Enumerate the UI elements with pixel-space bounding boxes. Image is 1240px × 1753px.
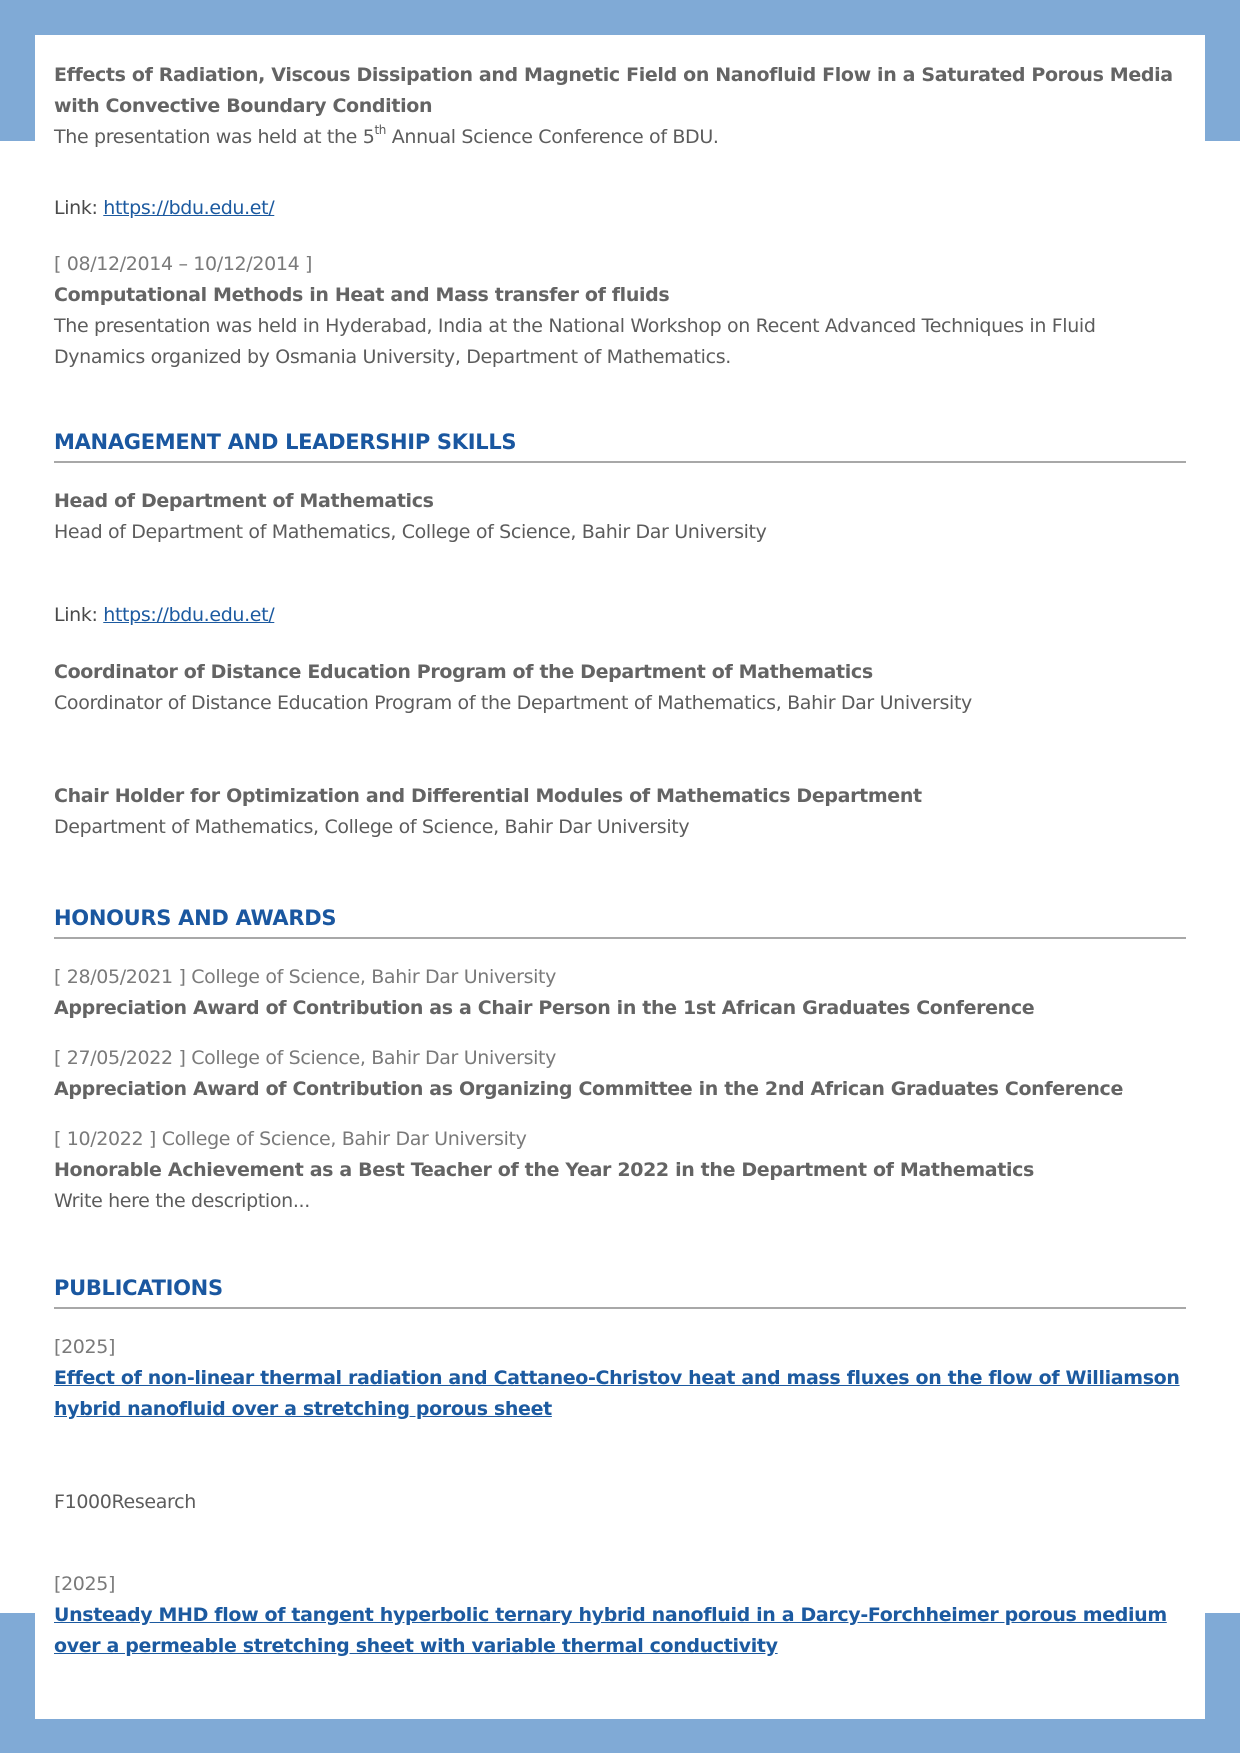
publication-item [54,1569,1186,1662]
management-item [54,781,1186,843]
management-title: Chair Holder for Optimization and Differential Modules of Mathematics Department [54,785,922,807]
page-frame-left-bottom [0,1613,35,1753]
page-frame-left-top [0,0,35,141]
conference-entry [54,249,1186,373]
conference-entry [54,60,1186,224]
publication-journal: F1000Research [54,1491,196,1513]
award-description: Write here the description... [54,1190,310,1212]
management-title: Coordinator of Distance Education Program of the Department of Mathematics [54,661,873,683]
management-item [54,486,1186,631]
publication-year: [2025] [54,1336,116,1358]
conference-description: The presentation was held in Hyderabad, India at the National Workshop on Recent Advanced Techniques in Fluid Dynamics organized by Osmania University, Department of Mathematics. [54,315,1096,368]
award-date-org: [ 28/05/2021 ] College of Science, Bahir Dar University [54,966,557,988]
award-date-org: [ 27/05/2022 ] College of Science, Bahir Dar University [54,1047,557,1069]
page-frame-right-bottom [1205,1613,1240,1753]
publication-year: [2025] [54,1573,116,1595]
management-item [54,657,1186,719]
link-label: Link: [54,604,98,626]
award-item [54,1043,1186,1105]
award-title: Appreciation Award of Contribution as Organizing Committee in the 2nd African Graduates Conference [54,1078,1123,1100]
conference-link-row [54,193,1186,224]
section-management [54,427,1186,843]
publication-item [54,1332,1186,1518]
section-heading: PUBLICATIONS [54,1273,1186,1309]
management-link[interactable]: https://bdu.edu.et/ [103,604,275,626]
award-date-org: [ 10/2022 ] College of Science, Bahir Dar University [54,1128,527,1150]
conference-title: Computational Methods in Heat and Mass transfer of fluids [54,284,670,306]
conference-date: [ 08/12/2014 – 10/12/2014 ] [54,253,313,275]
link-label: Link: [54,197,98,219]
award-title: Honorable Achievement as a Best Teacher of the Year 2022 in the Department of Mathematics [54,1159,1035,1181]
page-frame-top [0,0,1240,35]
award-item [54,962,1186,1024]
management-title: Head of Department of Mathematics [54,490,434,512]
publication-title-link[interactable]: Unsteady MHD flow of tangent hyperbolic ternary hybrid nanofluid in a Darcy-Forchheimer porous medium over a permeable stretching sheet with variable thermal conductivity [54,1604,1167,1657]
page-frame-right-top [1205,0,1240,141]
conference-link[interactable]: https://bdu.edu.et/ [103,197,275,219]
section-heading: MANAGEMENT AND LEADERSHIP SKILLS [54,427,1186,463]
management-description: Coordinator of Distance Education Program of the Department of Mathematics, Bahir Dar University [54,692,972,714]
conference-description: The presentation was held at the 5th Annual Science Conference of BDU. [54,123,719,148]
management-description: Head of Department of Mathematics, College of Science, Bahir Dar University [54,521,767,543]
conference-title: Effects of Radiation, Viscous Dissipation and Magnetic Field on Nanofluid Flow in a Saturated Porous Media with Convective Boundary Condition [54,64,1173,117]
management-link-row [54,600,1186,631]
management-description: Department of Mathematics, College of Science, Bahir Dar University [54,816,690,838]
award-item [54,1124,1186,1217]
publication-title-link[interactable]: Effect of non-linear thermal radiation and Cattaneo-Christov heat and mass fluxes on the flow of Williamson hybrid nanofluid over a stretching porous sheet [54,1367,1180,1420]
section-honours [54,903,1186,1217]
cv-content [54,60,1186,1662]
section-heading: HONOURS AND AWARDS [54,903,1186,939]
page-frame-bottom [0,1719,1240,1753]
section-publications [54,1273,1186,1662]
award-title: Appreciation Award of Contribution as a Chair Person in the 1st African Graduates Conference [54,997,1035,1019]
